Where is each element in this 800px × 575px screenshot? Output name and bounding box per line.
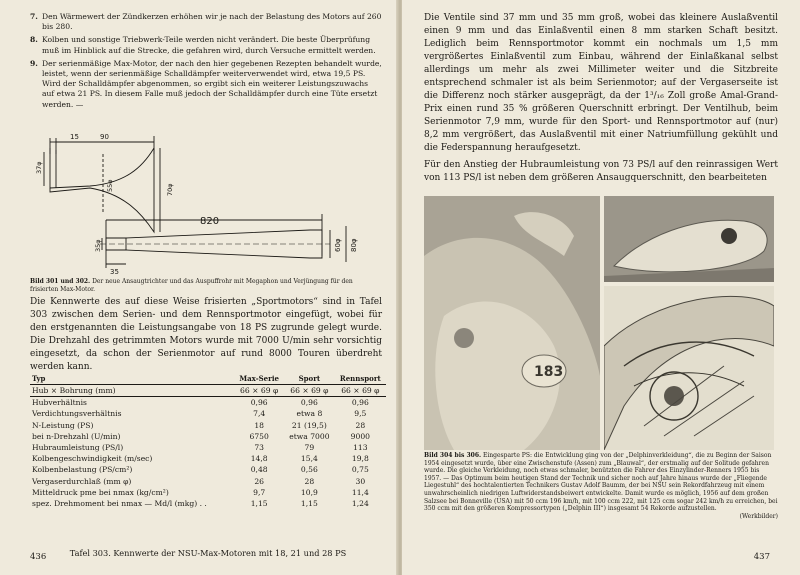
exhaust-pipe-drawing — [100, 214, 346, 268]
technical-drawing — [30, 128, 380, 280]
figure-caption-text: Der neue Ansaugtrichter und das Auspuffrohr mit Megaphon und Verjüngung für den frisierten Max-Motor. — [30, 278, 353, 293]
body-paragraph: Die Ventile sind 37 mm und 35 mm groß, wobei das kleinere Auslaßventil einen 9 mm und das Einlaßventil einen 8 mm starken Schaft besitzt. Lediglich beim Rennsportmotor kommt ein nochmals um 1,5 mm vergrößertes Einlaßventil zum Einbau, während der Einlaßkanal selbst allerdings um mehr als zwei Millimeter weiter und die Sitzbreite entsprechend schmaler ist als beim Serienmotor; auf der Vergaserseite ist die Differenz noch stärker ausgeprägt, da der 1³/₁₆ Zoll große Amal-Grand-Prix einen rund 35 % größeren Querschnitt erbringt. Der Ventilhub, beim Serienmotor 7,9 mm, wurde für den Sport- und Rennsportmotor auf (nur) 8,2 mm vergrößert, das Auslaßventil mit einer Natriumfüllung gekühlt und die Federspannung heraufgesetzt. — [424, 13, 778, 153]
table-cell: 11,4 — [351, 487, 369, 497]
page-number: 436 — [30, 552, 47, 562]
table-cell: etwa 7000 — [289, 431, 330, 441]
table-cell: 10,9 — [300, 487, 318, 497]
funnel-outline-bottom — [50, 148, 154, 232]
table-row — [30, 397, 386, 409]
photo-credit: (Werkbilder) — [739, 512, 778, 520]
table-row-label: N-Leistung (PS) — [32, 420, 94, 430]
column-header: Rennsport — [335, 374, 386, 385]
table-header-row — [30, 374, 386, 385]
photo-collage — [424, 196, 774, 450]
table-cell: 19,8 — [351, 454, 369, 464]
dim-label-exhaust-d-b: 80φ — [350, 238, 358, 252]
table-row — [30, 420, 386, 431]
table-row-label: Hubraumleistung (PS/l) — [32, 443, 124, 453]
table-row-label: bei n-Drehzahl (U/min) — [32, 431, 121, 441]
table-cell: 6750 — [249, 431, 269, 441]
table-body — [30, 385, 386, 510]
table-row-label: Hub × Bohrung (mm) — [30, 385, 234, 397]
table-cell: 21 (19,5) — [291, 420, 327, 430]
table-cell: 9,7 — [253, 487, 266, 497]
table-row — [30, 442, 386, 453]
right-page — [402, 0, 800, 575]
figure-caption — [424, 452, 778, 520]
table-cell: 15,4 — [300, 454, 318, 464]
race-number: 183 — [534, 364, 564, 380]
list-item — [30, 35, 382, 55]
table-cell: 73 — [254, 443, 265, 453]
dim-label-intake-b: 90 — [100, 133, 109, 141]
table-cell: 9000 — [350, 431, 370, 441]
table-cell: 9,5 — [354, 409, 367, 419]
table-cell: 0,96 — [300, 398, 318, 408]
table-row-label: Mitteldruck pme bei nmax (kg/cm²) — [32, 487, 169, 497]
table-cell: 7,4 — [253, 409, 266, 419]
table-row — [30, 431, 386, 442]
table-row — [30, 408, 386, 419]
list-item-number: 9. — [30, 58, 38, 68]
table-cell: 0,75 — [351, 465, 369, 475]
table-cell: 79 — [304, 443, 315, 453]
column-header: Sport — [284, 374, 335, 385]
photo-image — [424, 196, 600, 450]
funnel-outline-top — [50, 148, 154, 188]
figure-caption-text: Eingesparte PS: die Entwicklung ging von der „Delphinverkleidung“, die zu Beginn der Saison 1954 eingesetzt wurde, über eine Zwischenstufe (Assen) zum „Blauwal“, der erstmalig auf der Solitude gefahren wurde. Die gleiche Verkleidung, noch etwas schmaler, benützten die Fahrer des Einzylinder-Renners 1955 bis 1957. — Das Optimum beim heutigen Stand der Technik und sicher noch auf Jahre hinaus wurde der „Fliegende Liegestuhl“ des hochtalentierten Technikers Gustav Adolf Baumm, der bei NSU sein Rekordfahrzeug mit einem unwahrscheinlich niedrigen Luftwiderstandsbeiwert entwickelte. Damit wurde es möglich, 1956 auf dem großen Salzsee bei Bonneville (USA) mit 50 ccm 196 km/h, mit 100 ccm 222, mit 125 ccm sogar 242 km/h zu erreichen, bei 350 ccm mit den größeren Kompressortypen („Delphin III“) insgesamt 54 Rekorde aufzustellen. — [424, 452, 778, 513]
figure-caption-label: Bild 304 bis 306. — [424, 452, 482, 459]
dim-label-intake-d-mid: 55φ — [106, 179, 114, 192]
table-cell: 1,15 — [300, 498, 318, 508]
dim-label-exhaust-length: 820 — [200, 216, 220, 227]
numbered-list — [30, 12, 382, 113]
table-row-label: Vergaserdurchlaß (mm φ) — [32, 476, 132, 486]
table-cell: 1,15 — [250, 498, 268, 508]
list-item — [30, 59, 382, 110]
dim-label-intake-d-left: 37φ — [35, 161, 43, 174]
page-number: 437 — [753, 552, 770, 562]
photo-delphin-fairing — [424, 196, 600, 450]
intake-funnel-drawing — [44, 136, 160, 232]
right-text-block — [424, 12, 778, 185]
table-row — [30, 487, 386, 498]
table-cell: 26 — [254, 476, 265, 486]
photo-image — [604, 196, 774, 282]
body-paragraph: Die Kennwerte des auf diese Weise frisierten „Sportmotors“ sind in Tafel 303 zwischen dem Serien- und dem Rennsportmotor eingefügt, wobei für den erstgenannten die Leistungsangabe von 18 PS zugrunde gelegt wurde. Die Drehzahl des getrimmten Motors wurde mit 7000 U/min sehr vorsichtig eingesetzt, da schon der Serienmotor auf rund 8000 Touren überdreht werden kann. — [30, 297, 382, 372]
list-item — [30, 12, 382, 32]
photo-image — [604, 286, 774, 450]
table-row-label: Kolbenbelastung (PS/cm²) — [32, 465, 133, 475]
list-item-text: Kolben und sonstige Triebwerk-Teile werden nicht verändert. Die beste Überprüfung muß im Hinblick auf die Strecke, die gefahren wird, durch Versuche ermittelt werden. — [42, 35, 376, 55]
table-row-label: Kolbengeschwindigkeit (m/sec) — [32, 454, 153, 464]
dim-label-intake-d-right: 70φ — [166, 183, 174, 196]
table-cell: 0,56 — [300, 465, 318, 475]
table-caption: Tafel 303. Kennwerte der NSU-Max-Motoren mit 18, 21 und 28 PS — [69, 548, 347, 558]
table-cell: 28 — [355, 420, 366, 430]
table-row-label: Verdichtungsverhältnis — [32, 409, 122, 419]
table-row — [30, 476, 386, 487]
photo-liegestuhl — [604, 286, 774, 450]
list-item-text: Der serienmäßige Max-Motor, der nach den hier gegebenen Rezepten behandelt wurde, leistet, wenn der serienmäßige Schalldämpfer weiterverwendet wird, etwa 19,5 PS. Wird der Schalldämpfer abgenommen, so ergibt sich ein weiterer Leistungszuwachs auf etwa 21 PS. In diesem Falle muß jedoch der Schalldämpfer durch eine Tüte ersetzt werden. — — [42, 58, 382, 109]
left-page — [0, 0, 398, 575]
column-header: Typ — [30, 374, 234, 385]
table-row — [30, 385, 386, 397]
table-cell: 66 × 69 φ — [284, 385, 335, 397]
dim-label-exhaust-stub: 35 — [110, 268, 119, 276]
list-item-text: Den Wärmewert der Zündkerzen erhöhen wir je nach der Belastung des Motors auf 260 bis 280. — [42, 12, 382, 32]
column-header: Max-Serie — [234, 374, 284, 385]
table-cell: etwa 8 — [296, 409, 323, 419]
table-cell: 0,48 — [250, 465, 268, 475]
table-cell: 18 — [254, 420, 265, 430]
table-row — [30, 464, 386, 475]
body-paragraph: Für den Anstieg der Hubraumleistung von 73 PS/l auf den reinrassigen Wert von 113 PS/l ist neben dem größeren Ansaugquerschnitt, den bearbeiteten — [424, 160, 778, 183]
table-cell: 66 × 69 φ — [335, 385, 386, 397]
table-cell: 28 — [304, 476, 315, 486]
table-cell: 14,8 — [250, 454, 268, 464]
table-row — [30, 453, 386, 464]
table-row — [30, 498, 386, 509]
specs-table — [30, 374, 386, 509]
table-row-label: Hubverhältnis — [32, 398, 87, 408]
table-cell: 30 — [355, 476, 366, 486]
photo-blauwal-fairing — [604, 196, 774, 282]
figure-caption-label: Bild 301 und 302. — [30, 278, 91, 285]
dim-label-intake-a: 15 — [70, 133, 79, 141]
list-item-number: 7. — [30, 12, 38, 21]
table-cell: 0,96 — [351, 398, 369, 408]
table-row-label: spez. Drehmoment bei nmax — Md/l (mkg) . . — [32, 498, 207, 508]
table-cell: 1,24 — [351, 498, 369, 508]
dim-label-exhaust-d-left: 35φ — [94, 239, 102, 252]
table-cell: 0,96 — [250, 398, 268, 408]
table-cell: 66 × 69 φ — [234, 385, 284, 397]
table-cell: 113 — [353, 443, 368, 453]
figure-caption — [30, 278, 380, 293]
dim-label-exhaust-d-a: 60φ — [334, 238, 342, 252]
list-item-number: 8. — [30, 35, 38, 45]
